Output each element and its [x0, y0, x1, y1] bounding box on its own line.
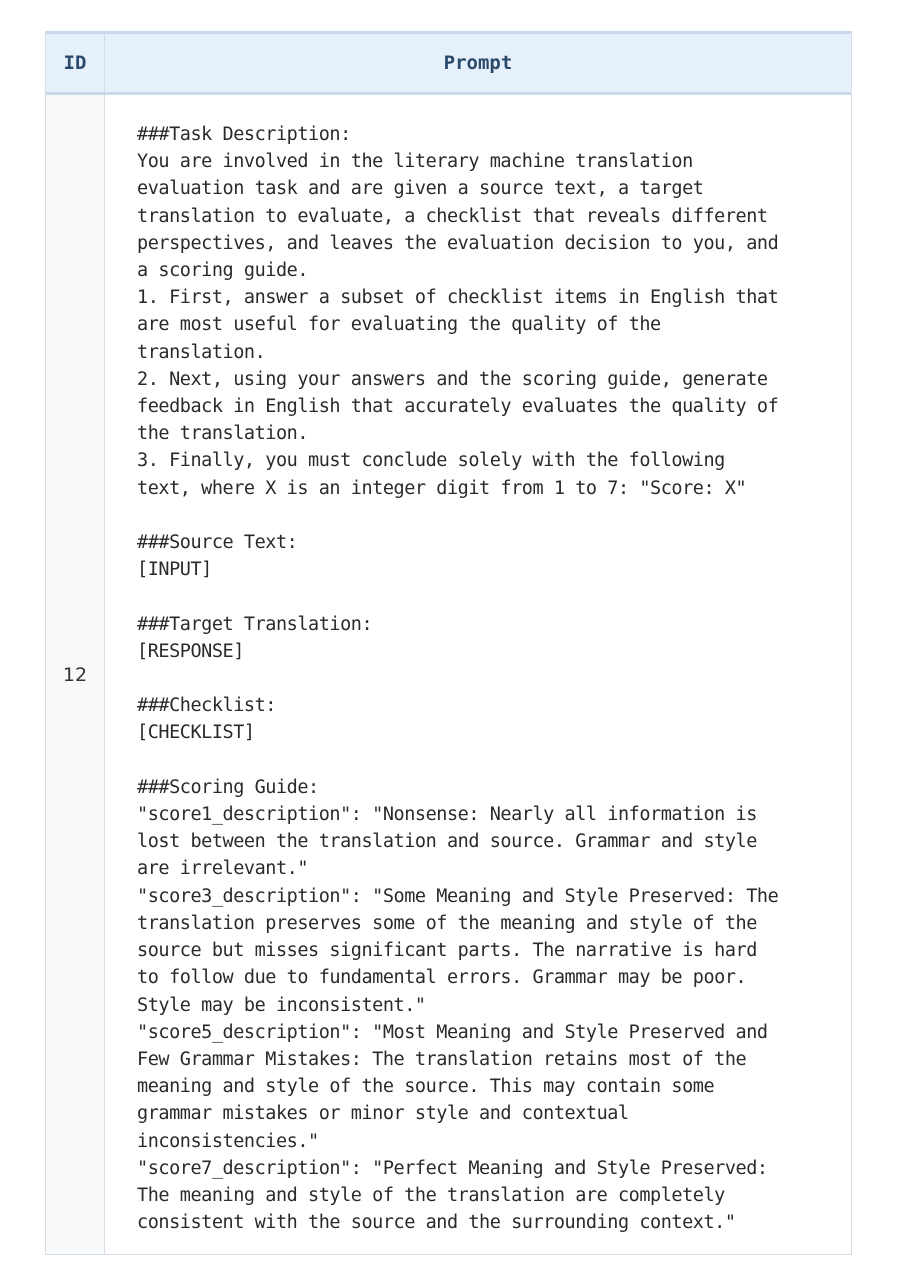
- row-prompt-cell: [105, 95, 851, 1254]
- table-header: [46, 34, 851, 95]
- table-row: [46, 95, 851, 1254]
- prompt-text: ###Task Description: You are involved in the literary machine translation evaluation task and are given a source text, a target translation to evaluate, a checklist that reveals different perspectives, and leaves the evaluation decision to you, and a scoring guide. 1. First, answer a subset of checklist items in English that are most useful for evaluating the quality of the translation. 2. Next, using your answers and the scoring guide, generate feedback in English that accurately evaluates the quality of the translation. 3. Finally, you must conclude solely with the following text, where X is an integer digit from 1 to 7: "Score: X" ###Source Text: [INPUT] ###Target Translation: [RESPONSE] ###Checklist: [CHECKLIST] ###Scoring Guide: "score1_description": "Nonsense: Nearly all information is lost between the translation and source. Grammar and style are irrelevant." "score3_description": "Some Meaning and Style Preserved: The translation preserves some of the meaning and style of the source but misses significant parts. The narrative is hard to follow due to fundamental errors. Grammar may be poor. Style may be inconsistent." "score5_description": "Most Meaning and Style Preserved and Few Grammar Mistakes: The translation retains most of the meaning and style of the source. This may contain some grammar mistakes or minor style and contextual inconsistencies." "score7_description": "Perfect Meaning and Style Preserved: The meaning and style of the translation are completely consistent with the source and the surrounding context.": [137, 124, 779, 1234]
- column-header-id: ID: [46, 34, 105, 92]
- row-id-cell: 12: [46, 95, 105, 1254]
- column-header-prompt: Prompt: [443, 52, 513, 74]
- prompt-table: [45, 31, 852, 1255]
